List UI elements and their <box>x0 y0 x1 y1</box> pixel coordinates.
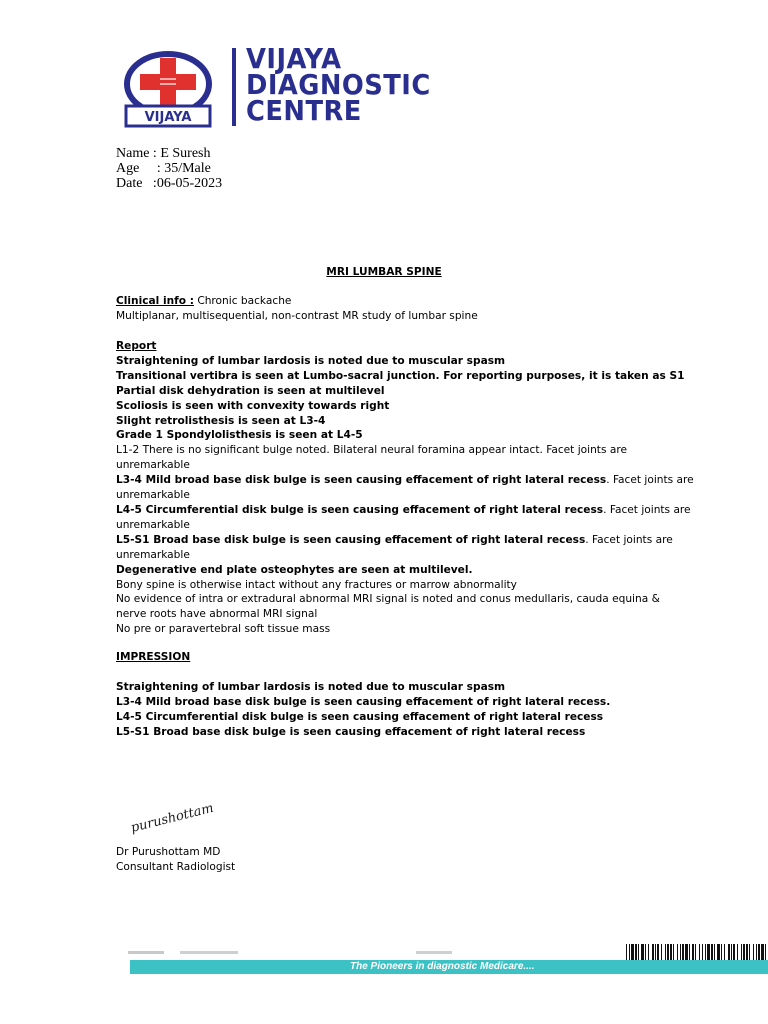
clinical-info-label: Clinical info : <box>116 295 194 307</box>
patient-age: Age : 35/Male <box>116 161 211 176</box>
barcode-bar <box>733 944 735 960</box>
barcode-bar <box>741 944 742 960</box>
report-line: unremarkable <box>116 548 190 561</box>
impression-heading: IMPRESSION <box>116 651 191 663</box>
report-line: unremarkable <box>116 489 190 502</box>
impression-line: L4-5 Circumferential disk bulge is seen causing effacement of right lateral recess <box>116 710 604 723</box>
barcode-bar <box>765 944 766 960</box>
footer-tagline: The Pioneers in diagnostic Medicare.... <box>350 961 535 972</box>
finding-l3-4: L3-4 Mild broad base disk bulge is seen causing effacement of right lateral recess <box>116 474 607 487</box>
barcode-bar <box>631 944 634 960</box>
barcode-bar <box>746 944 748 960</box>
report-line: Slight retrolisthesis is seen at L3-4 <box>116 414 326 427</box>
report-line: No evidence of intra or extradural abnormal MRI signal is noted and conus medullaris, cauda equina & <box>116 593 660 606</box>
brand-line-2: DIAGNOSTIC <box>246 68 431 101</box>
barcode-bar <box>629 944 630 960</box>
barcode-bar <box>657 944 659 960</box>
finding-l5-s1: L5-S1 Broad base disk bulge is seen causing effacement of right lateral recess <box>116 533 586 546</box>
barcode-bar <box>682 944 684 960</box>
handwritten-signature <box>128 800 218 840</box>
barcode-bar <box>641 944 644 960</box>
clinical-info-block <box>116 294 478 324</box>
report-line: No pre or paravertebral soft tissue mass <box>116 623 331 636</box>
barcode-bar <box>685 944 688 960</box>
footer-page-mark <box>416 947 456 959</box>
barcode-bar <box>677 944 678 960</box>
doctor-name: Dr Purushottam MD <box>116 846 221 858</box>
report-line: unremarkable <box>116 459 190 472</box>
barcode-bar <box>635 944 637 960</box>
barcode-bar <box>645 944 646 960</box>
barcode-bar <box>761 944 764 960</box>
barcode-bar <box>702 944 703 960</box>
patient-info <box>116 146 222 191</box>
brand-divider <box>232 48 236 126</box>
barcode-bar <box>717 944 720 960</box>
report-block <box>116 339 694 637</box>
barcode-bar <box>743 944 745 960</box>
finding-l4-5: L4-5 Circumferential disk bulge is seen causing effacement of right lateral recess <box>116 503 604 516</box>
report-line: Grade 1 Spondylolisthesis is seen at L4-5 <box>116 429 363 442</box>
doctor-designation: Consultant Radiologist <box>116 860 236 873</box>
barcode-bar <box>749 944 750 960</box>
barcode-bar <box>665 944 666 960</box>
barcode-bar <box>680 944 681 960</box>
report-line: Transitional vertibra is seen at Lumbo-sacral junction. For reporting purposes, it is taken as S1 <box>116 369 685 382</box>
impression-line: L3-4 Mild broad base disk bulge is seen causing effacement of right lateral recess. <box>116 695 611 708</box>
impression-block <box>116 650 610 739</box>
barcode-bar <box>667 944 669 960</box>
barcode-bar <box>721 944 722 960</box>
barcode-bar <box>737 944 738 960</box>
report-date: Date :06-05-2023 <box>116 176 223 191</box>
barcode-bar <box>670 944 672 960</box>
barcode-bar <box>714 944 715 960</box>
barcode-bar <box>705 944 706 960</box>
report-line <box>116 503 694 518</box>
report-line: Straightening of lumbar lardosis is noted due to muscular spasm <box>116 354 506 367</box>
study-description: Multiplanar, multisequential, non-contrast MR study of lumbar spine <box>116 309 478 322</box>
report-line: nerve roots have abnormal MRI signal <box>116 608 318 621</box>
spacer <box>116 665 610 680</box>
report-line: Degenerative end plate osteophytes are seen at multilevel. <box>116 563 473 576</box>
impression-line: Straightening of lumbar lardosis is noted due to muscular spasm <box>116 680 506 693</box>
barcode-bar <box>724 944 725 960</box>
footer-bar <box>130 960 768 974</box>
report-line <box>116 533 694 548</box>
barcode-bar <box>661 944 662 960</box>
signature-script: purushottam <box>129 800 216 836</box>
clinical-info <box>116 294 478 309</box>
signature-block <box>116 845 235 875</box>
brand-name <box>246 42 431 127</box>
report-heading: Report <box>116 340 157 352</box>
report-title: MRI LUMBAR SPINE <box>326 266 442 278</box>
finding-l3-4-tail: . Facet joints are <box>606 474 694 487</box>
vijaya-logo <box>122 50 214 128</box>
barcode-bar <box>652 944 654 960</box>
report-line: unremarkable <box>116 518 190 531</box>
report-line <box>116 473 694 488</box>
barcode-bar <box>648 944 649 960</box>
brand-line-1: VIJAYA <box>246 42 342 75</box>
finding-l4-5-tail: . Facet joints are <box>603 503 691 516</box>
barcode-bar <box>692 944 694 960</box>
barcode-bar <box>756 944 757 960</box>
barcode-bar <box>731 944 732 960</box>
barcode-bar <box>707 944 710 960</box>
report-line: L1-2 There is no significant bulge noted. Bilateral neural foramina appear intact. Facet joints are <box>116 444 627 457</box>
barcode-bar <box>711 944 713 960</box>
barcode-bar <box>753 944 754 960</box>
patient-name: Name : E Suresh <box>116 146 211 161</box>
impression-line: L5-S1 Broad base disk bulge is seen causing effacement of right lateral recess <box>116 725 586 738</box>
report-line: Scoliosis is seen with convexity towards right <box>116 399 390 412</box>
barcode-bar <box>638 944 639 960</box>
barcode-bar <box>758 944 760 960</box>
barcode-bar <box>699 944 700 960</box>
report-line: Partial disk dehydration is seen at multilevel <box>116 384 385 397</box>
barcode-icon <box>626 944 768 960</box>
barcode-bar <box>728 944 730 960</box>
footer-faded-print <box>128 947 388 959</box>
barcode-bar <box>695 944 696 960</box>
barcode-bar <box>626 944 627 960</box>
clinical-info-value: Chronic backache <box>193 295 292 307</box>
logo-label: VIJAYA <box>144 110 192 125</box>
brand-line-3: CENTRE <box>246 94 362 127</box>
finding-l5-s1-tail: . Facet joints are <box>585 533 673 546</box>
barcode-bar <box>673 944 674 960</box>
barcode-bar <box>655 944 656 960</box>
barcode-bar <box>689 944 690 960</box>
report-line: Bony spine is otherwise intact without any fractures or marrow abnormality <box>116 578 517 591</box>
